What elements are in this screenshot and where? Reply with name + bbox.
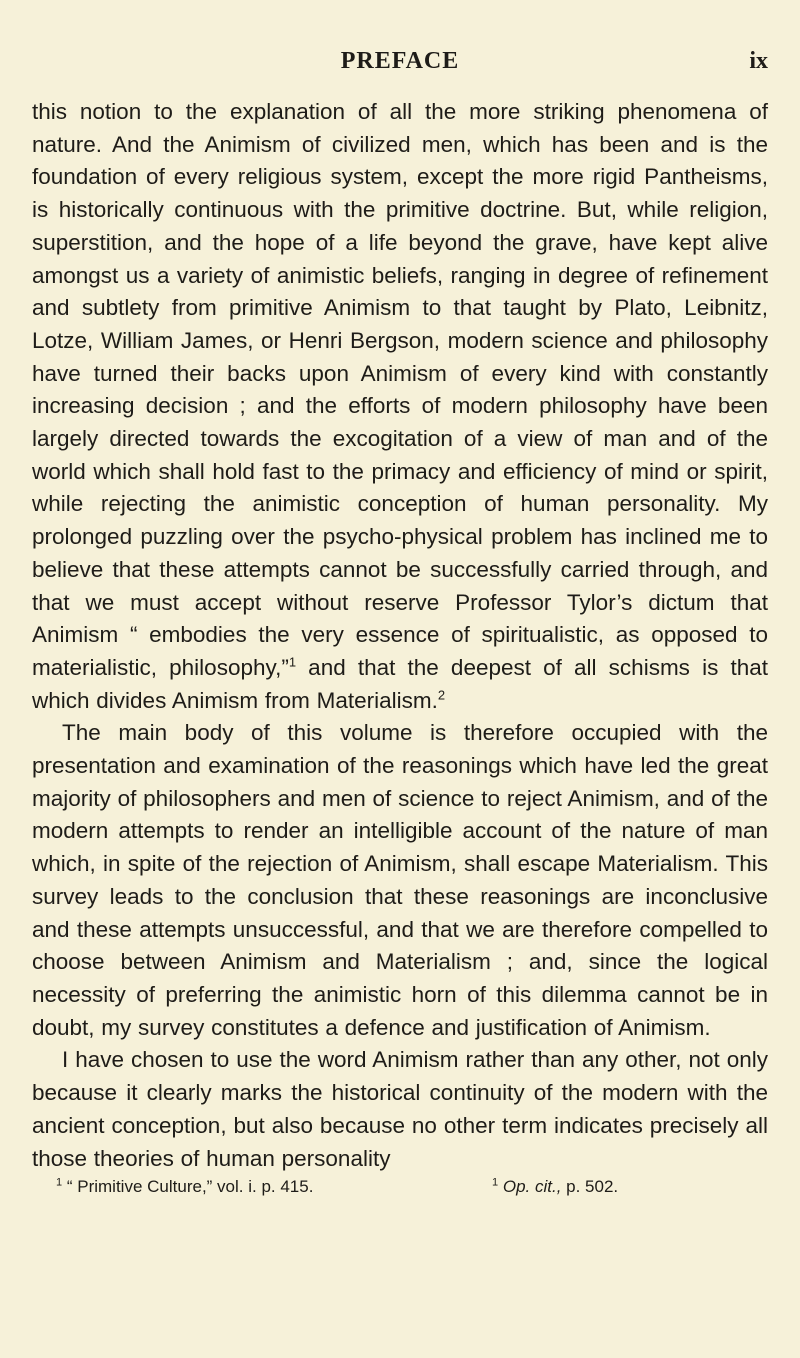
footnotes (32, 1177, 768, 1203)
paragraph-continued (32, 96, 768, 717)
running-title: PREFACE (340, 48, 460, 74)
paragraph: I have chosen to use the word Animism rather than any other, not only because it clearly marks the historical continuity of the modern with the ancient conception, but also because no other term indicates precisely all those theories of human personality (32, 1047, 768, 1171)
footnote (56, 1177, 313, 1197)
footnote (492, 1177, 618, 1197)
body-text (32, 96, 768, 1175)
footnote-citation: Op. cit., (502, 1177, 562, 1197)
footnote-text: p. 502. (561, 1177, 619, 1197)
footnote-ref: 2 (437, 687, 446, 703)
paragraph-text: this notion to the explanation of all the more striking phenomena of nature. And the Animism of civilized men, which has been and is the foundation of every religious system, except the more rigid Pantheisms, is historically continuous with the primitive doctrine. But, while religion, superstition, and the hope of a life beyond the grave, have kept alive amongst us a variety of animistic beliefs, ranging in degree of refinement and subtlety from primitive Animism to that taught by Plato, Leibnitz, Lotze, William James, or Henri Bergson, modern science and philosophy have turned their backs upon Animism of every kind with constantly increasing decision ; and the efforts of modern philosophy have been largely directed towards the excogitation of a view of man and of the world which shall hold fast to the primacy and efficiency of mind or spirit, while rejecting the animistic conception of human personality. My prolonged puzzling over the psycho-physical problem has inclined me to believe that these attempts cannot be successfully carried through, and that we must accept without reserve Professor Tylor’s dictum that Animism “ embodies the very essence of spiritualistic, as opposed to materialistic, philosophy,” (32, 99, 768, 680)
book-page (32, 0, 768, 1203)
footnote-marker: 1 (56, 1176, 63, 1189)
footnote-marker: 1 (492, 1176, 499, 1189)
paragraph-text: and that the deepest of all schisms is that which divides Animism from Materialism. (32, 654, 768, 713)
running-head (32, 48, 768, 92)
paragraph: The main body of this volume is therefore occupied with the presentation and examination of the reasonings which have led the great majority of philosophers and men of science to reject Animism, and of the modern attempts to render an intelligible account of the nature of man which, in spite of the rejection of Animism, shall escape Materialism. This survey leads to the conclusion that these reasonings are inconclusive and these attempts unsuccessful, and that we are therefore compelled to choose between Animism and Materialism ; and, since the logical necessity of preferring the animistic horn of this dilemma cannot be in doubt, my survey constitutes a defence and justification of Animism. (32, 720, 768, 1040)
footnote-ref: 1 (288, 654, 297, 670)
footnote-text: “ Primitive Culture,” vol. i. p. 415. (66, 1177, 314, 1197)
page-number: ix (749, 48, 768, 74)
